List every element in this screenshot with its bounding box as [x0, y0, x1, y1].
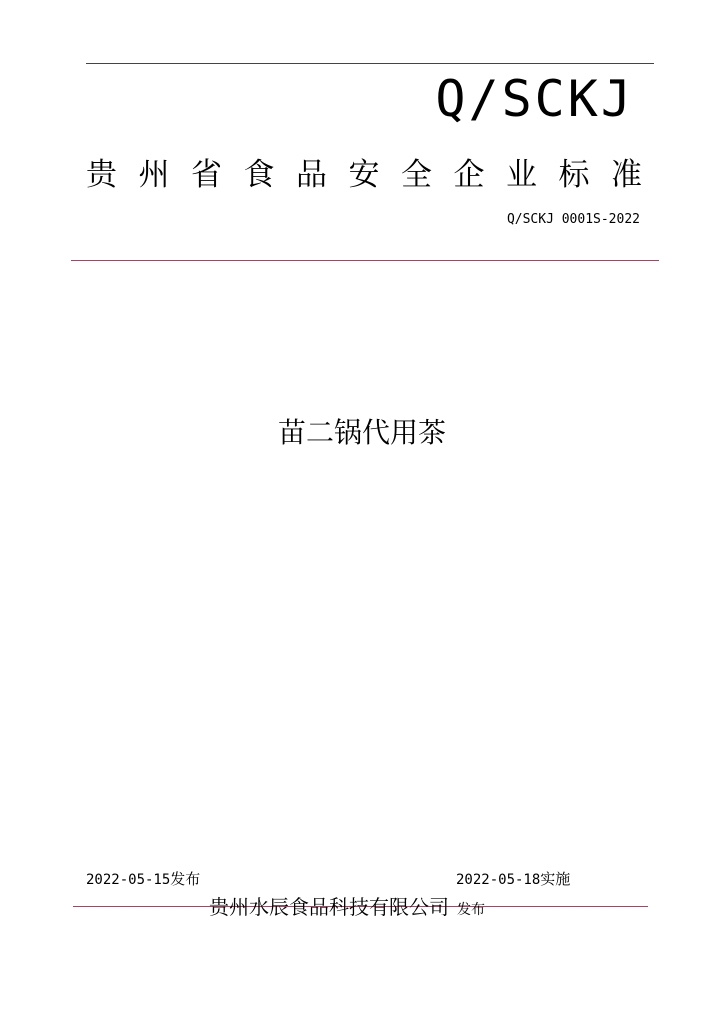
category-char: 全: [401, 157, 432, 193]
category-char: 业: [506, 157, 537, 193]
publisher-suffix: 发布: [457, 902, 485, 918]
implement-date-line: [456, 872, 570, 887]
standard-number: Q/SCKJ 0001S-2022: [506, 212, 640, 227]
implement-date: 2022-05-18: [456, 872, 541, 888]
category-char: 贵: [86, 157, 117, 193]
category-char: 品: [296, 157, 327, 193]
standard-code-mark: Q/SCKJ: [435, 70, 634, 128]
category-char: 企: [453, 157, 485, 193]
category-char: 州: [138, 157, 170, 193]
top-rule: [86, 63, 654, 64]
issue-label: 发布: [170, 870, 201, 888]
category-char: 省: [191, 157, 222, 193]
standard-category-title: [86, 157, 642, 193]
product-title: 苗二锅代用茶: [277, 416, 446, 449]
category-char: 标: [558, 157, 590, 193]
publisher-name: 贵州水辰食品科技有限公司: [209, 895, 449, 919]
issue-date-line: [86, 872, 200, 887]
category-char: 准: [611, 157, 642, 193]
category-char: 食: [243, 157, 275, 193]
header-rule: [71, 260, 659, 261]
category-char: 安: [348, 157, 380, 193]
implement-label: 实施: [540, 870, 571, 888]
publisher-line: [209, 897, 485, 917]
issue-date: 2022-05-15: [86, 872, 171, 888]
